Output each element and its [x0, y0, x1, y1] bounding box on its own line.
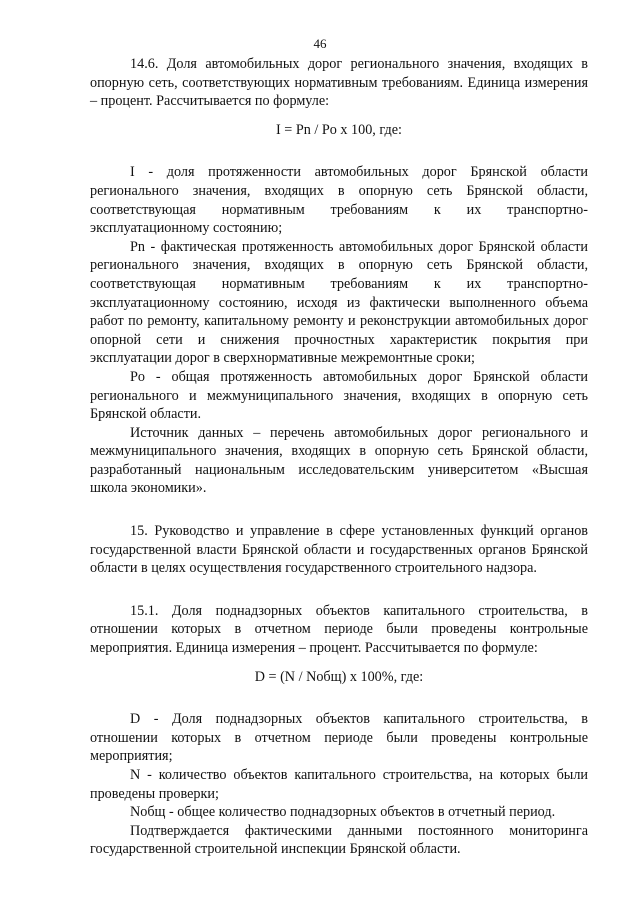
definition-Po: Po - общая протяженность автомобильных дорог Брянской области регионального и межмуниципального значения, входящих в опорную сеть Брянской области.: [90, 368, 588, 423]
section-14-6-heading: 14.6. Доля автомобильных дорог регионального значения, входящих в опорную сеть, соответствующих нормативным требованиям. Единица измерения – процент. Рассчитывается по формуле:: [90, 56, 588, 110]
formula-D: D = (N / Nобщ) x 100%, где:: [254, 668, 424, 685]
formula-I: I = Pn / Po x 100, где:: [276, 121, 402, 138]
data-source-paragraph: Источник данных – перечень автомобильных дорог регионального и межмуниципального значения, входящих в опорную сеть Брянской области, разработанный национальным исследовательским университетом «Высшая школа экономики».: [90, 424, 588, 497]
definition-I: I - доля протяженности автомобильных дорог Брянской области регионального значения, входящих в опорную сеть Брянской области, соответствующая нормативным требованиям к их транспортно-эксплуатационному состоянию;: [90, 164, 588, 237]
section-15-1-heading: 15.1. Доля поднадзорных объектов капитального строительства, в отношении которых в отчетном периоде были проведены контрольные мероприятия. Единица измерения – процент. Рассчитывается по формуле:: [90, 602, 588, 657]
definition-N-total: Nобщ - общее количество поднадзорных объектов в отчетный период.: [130, 804, 556, 821]
definition-D: D - Доля поднадзорных объектов капитального строительства, в отношении которых в отчетном периоде были проведены контрольные мероприятия;: [90, 711, 588, 765]
definition-Pn: Pn - фактическая протяженность автомобильных дорог Брянской области регионального значения, входящих в опорную сеть Брянской области, соответствующая нормативным требованиям к их транспортно-эксплуатационному состоянию, исходя из фактически выполненного объема работ по ремонту, капитальному ремонту и реконструкции автомобильных дорог опорной сети и снижения прочностных характеристик покрытия при эксплуатации дорог в сверхнормативные межремонтные сроки;: [90, 238, 588, 367]
page-number: 46: [313, 36, 327, 51]
definition-N: N - количество объектов капитального строительства, на которых были проведены проверки;: [90, 767, 588, 802]
section-15-heading: 15. Руководство и управление в сфере установленных функций органов государственной власти Брянской области и государственных органов Брянской области в целях осуществления государственного строительного надзора.: [90, 523, 588, 577]
document-body: [90, 55, 588, 859]
confirmation-paragraph: Подтверждается фактическими данными постоянного мониторинга государственной строительной инспекции Брянской области.: [90, 822, 588, 858]
